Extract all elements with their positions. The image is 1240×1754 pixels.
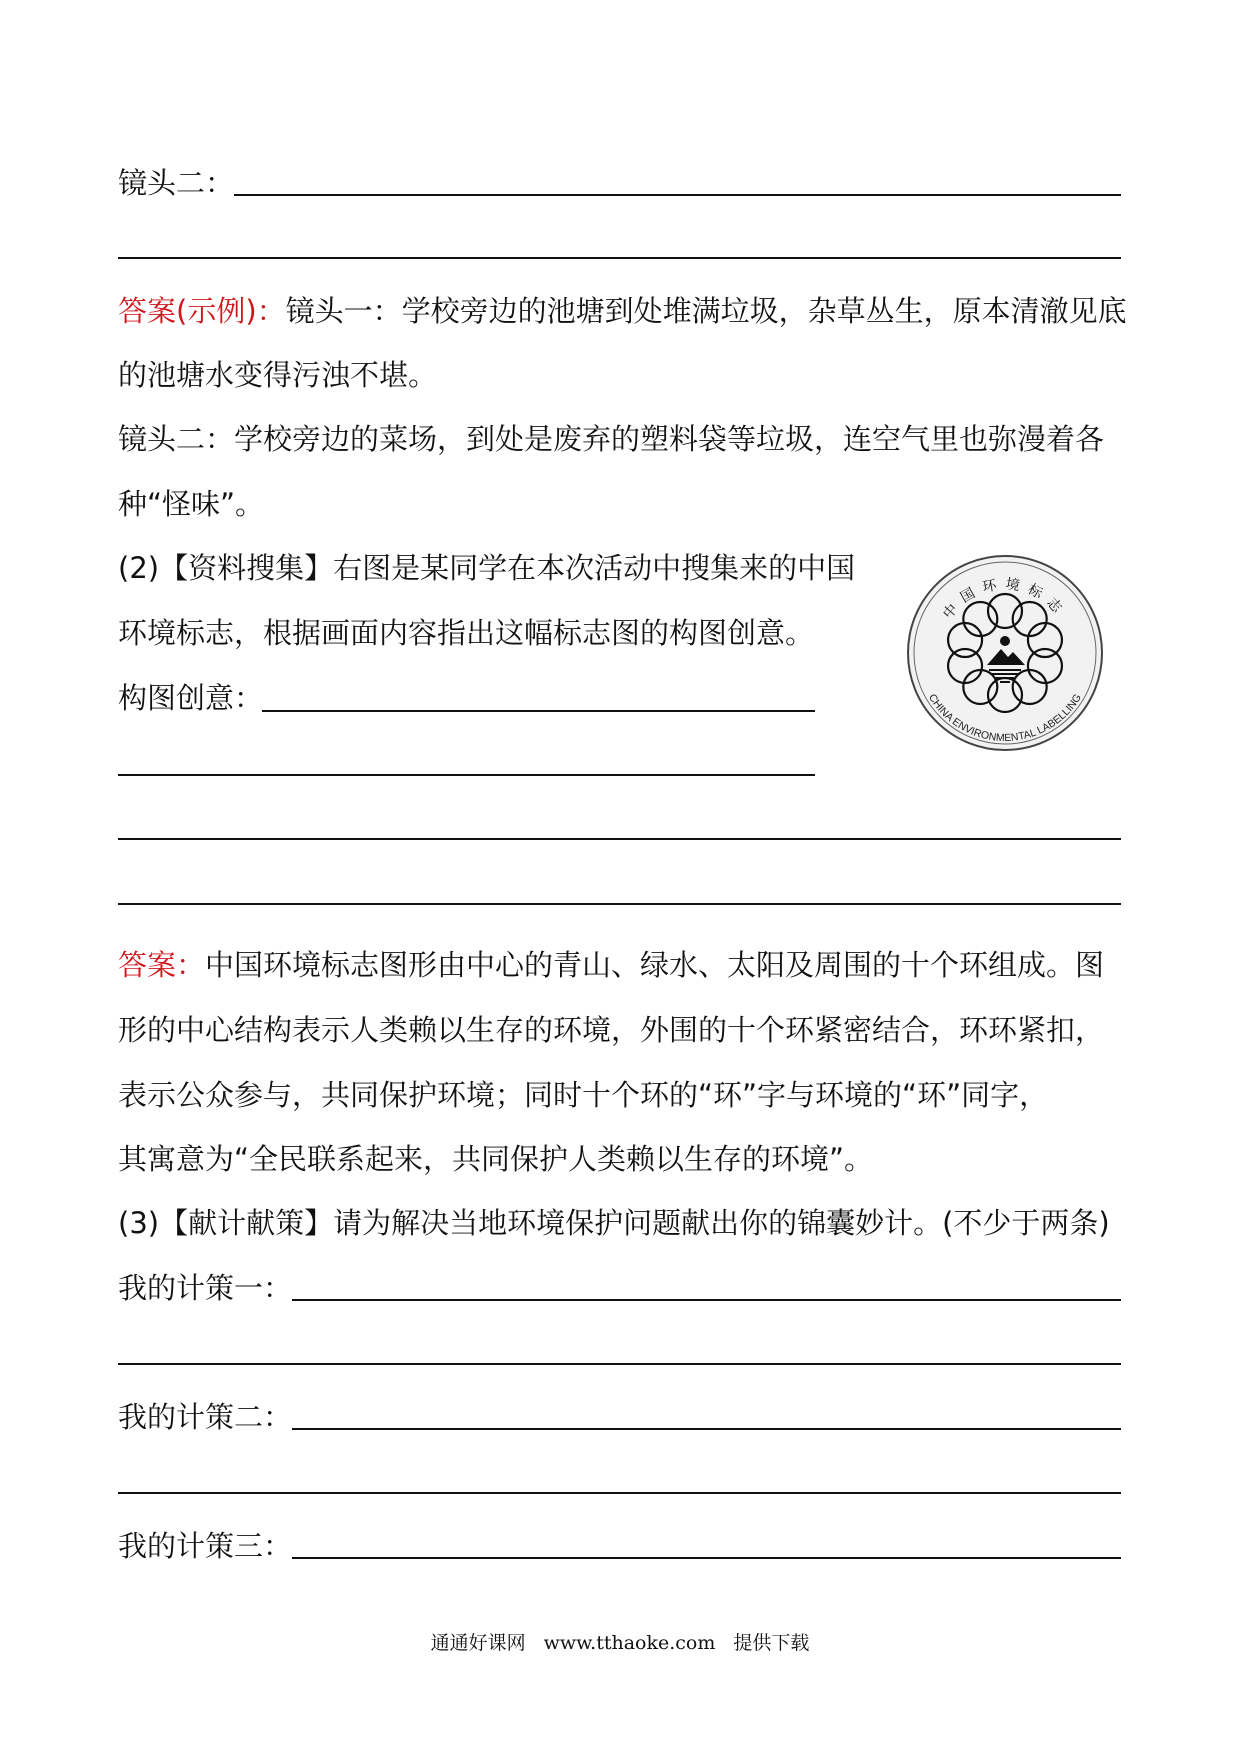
- shot2-answer-line-2[interactable]: [118, 257, 1121, 259]
- composition-answer-line-1[interactable]: [262, 710, 815, 712]
- answer2-line2: 形的中心结构表示人类赖以生存的环境，外围的十个环紧密结合，环环紧扣，: [118, 1013, 1105, 1047]
- logo-bottom-text: CHINA ENVIRONMENTAL LABELLING: [926, 691, 1084, 745]
- q2-line2: 环境标志，根据画面内容指出这幅标志图的构图创意。: [118, 616, 815, 650]
- answer1-line4: 种“怪味”。: [118, 487, 265, 521]
- q2-label: 构图创意：: [118, 681, 264, 715]
- shot2-answer-line-1[interactable]: [234, 194, 1121, 196]
- answer2-tag: 答案：: [118, 948, 206, 982]
- logo-top-text: 中国环境标志: [940, 576, 1070, 623]
- answer1-line3: 镜头二：学校旁边的菜场，到处是废弃的塑料袋等垃圾，连空气里也弥漫着各: [118, 422, 1105, 456]
- answer2-line4: 其寓意为“全民联系起来，共同保护人类赖以生存的环境”。: [118, 1142, 874, 1176]
- plan1-answer-line-2[interactable]: [118, 1363, 1121, 1365]
- plan2-label: 我的计策二：: [118, 1400, 293, 1434]
- footer-site-name: 通通好课网: [430, 1632, 526, 1654]
- answer2-text1: 中国环境标志图形由中心的青山、绿水、太阳及周围的十个环组成。图: [205, 948, 1105, 982]
- plan1-label: 我的计策一：: [118, 1271, 293, 1305]
- answer1-line2: 的池塘水变得污浊不堪。: [118, 358, 438, 392]
- china-environmental-label-logo: [905, 553, 1105, 753]
- plan2-answer-line-1[interactable]: [292, 1428, 1121, 1430]
- answer1-tag: 答案(示例)：: [118, 294, 286, 328]
- shot2-label: 镜头二：: [118, 166, 235, 200]
- answer1-line1: [118, 291, 1127, 331]
- answer2-line1: [118, 945, 1104, 985]
- plan2-answer-line-2[interactable]: [118, 1492, 1121, 1494]
- answer1-text1: 镜头一：学校旁边的池塘到处堆满垃圾，杂草丛生，原本清澈见底: [285, 294, 1127, 328]
- q2-line1: (2)【资料搜集】右图是某同学在本次活动中搜集来的中国: [118, 551, 856, 585]
- q3-line1: (3)【献计献策】请为解决当地环境保护问题献出你的锦囊妙计。(不少于两条): [118, 1206, 1110, 1240]
- footer-url[interactable]: www.tthaoke.com: [543, 1632, 716, 1654]
- answer2-line3: 表示公众参与，共同保护环境；同时十个环的“环”字与环境的“环”同字，: [118, 1078, 1049, 1112]
- plan3-label: 我的计策三：: [118, 1529, 293, 1563]
- composition-answer-line-4[interactable]: [118, 903, 1121, 905]
- footer-download: 提供下载: [733, 1632, 810, 1654]
- plan3-answer-line-1[interactable]: [292, 1557, 1121, 1559]
- composition-answer-line-3[interactable]: [118, 838, 1121, 840]
- footer: [0, 1628, 1240, 1655]
- plan1-answer-line-1[interactable]: [292, 1299, 1121, 1301]
- composition-answer-line-2[interactable]: [118, 774, 815, 776]
